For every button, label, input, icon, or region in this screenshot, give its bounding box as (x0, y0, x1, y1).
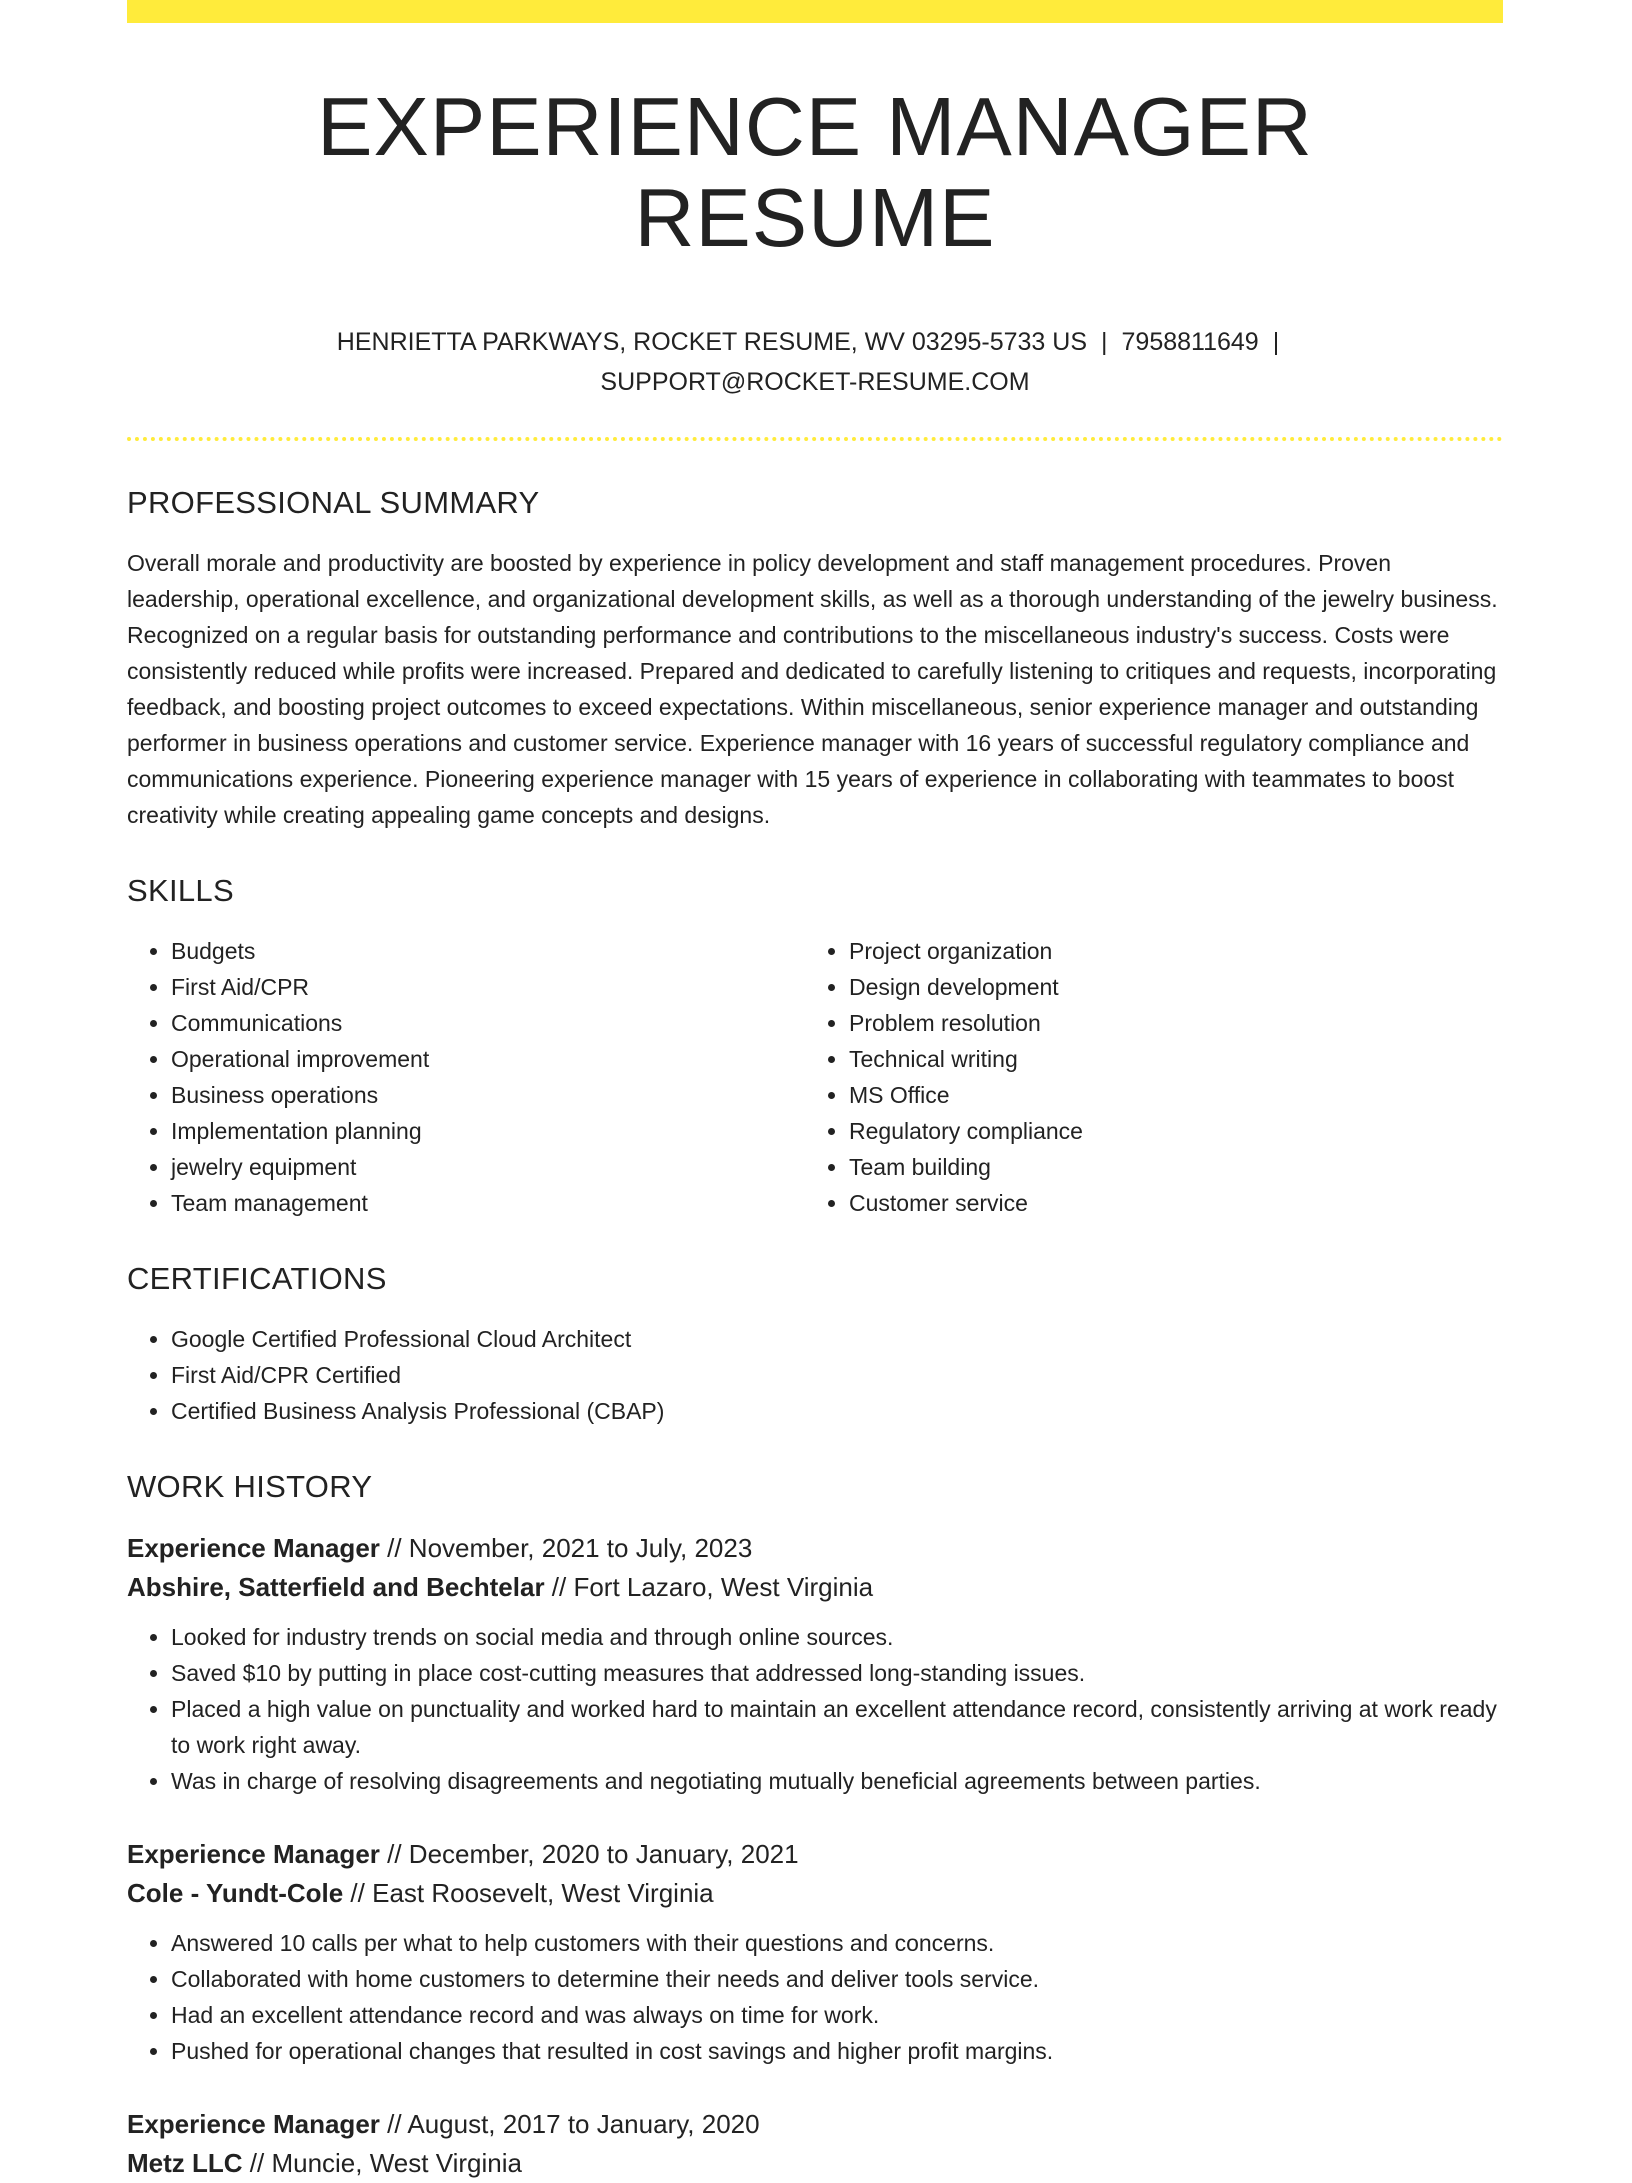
skill-item: • Team building (849, 1149, 1483, 1185)
job-title-line (127, 2105, 1503, 2144)
job-company: Cole - Yundt-Cole (127, 1877, 344, 1908)
skill-item: • Customer service (849, 1185, 1483, 1221)
summary-heading: PROFESSIONAL SUMMARY (127, 484, 540, 520)
skill-item: • Budgets (171, 933, 805, 969)
resume-title: EXPERIENCE MANAGER RESUME (317, 80, 1313, 265)
job-company-line (127, 1874, 1503, 1913)
separator: // (379, 1532, 409, 1563)
skill-item: • jewelry equipment (171, 1149, 805, 1185)
skill-item: • Implementation planning (171, 1113, 805, 1149)
resume-page (127, 0, 1503, 2183)
skill-item: • Problem resolution (849, 1005, 1483, 1041)
job-bullet: • Collaborated with home customers to determine their needs and deliver tools service. (171, 1961, 1503, 1997)
job-company: Abshire, Satterfield and Bechtelar (127, 1571, 545, 1602)
job-title-line (127, 1529, 1503, 1568)
job-entry (127, 1835, 1503, 2069)
job-dates: November, 2021 to July, 2023 (408, 1532, 753, 1563)
certifications-heading: CERTIFICATIONS (127, 1260, 387, 1296)
job-location: Muncie, West Virginia (271, 2147, 522, 2178)
job-bullets (127, 1925, 1503, 2069)
contact-separator: | (1272, 327, 1280, 356)
skill-item: • Design development (849, 969, 1483, 1005)
work-history-list (127, 1529, 1503, 2183)
job-bullets (127, 1619, 1503, 1799)
skill-item: • Technical writing (849, 1041, 1483, 1077)
job-dates: August, 2017 to January, 2020 (407, 2108, 760, 2139)
job-entry (127, 1529, 1503, 1799)
separator: // (242, 2147, 272, 2178)
skill-item: • Regulatory compliance (849, 1113, 1483, 1149)
skill-item: • Operational improvement (171, 1041, 805, 1077)
job-dates: December, 2020 to January, 2021 (408, 1838, 799, 1869)
contact-phone[interactable]: 7958811649 (1121, 327, 1259, 356)
summary-text: Overall morale and productivity are boosted by experience in policy development and staff management procedures. Proven leadership, operational excellence, and organizational development skills, as well as a thorough understanding of the jewelry business. Recognized on a regular basis for outstanding performance and contributions to the miscellaneous industry's success. Costs were consistently reduced while profits were increased. Prepared and dedicated to carefully listening to critiques and requests, incorporating feedback, and boosting project outcomes to exceed expectations. Within miscellaneous, senior experience manager and outstanding performer in business operations and customer service. Experience manager with 16 years of successful regulatory compliance and communications experience. Pioneering experience manager with 15 years of experience in collaborating with teammates to boost creativity while creating appealing game concepts and designs. (127, 549, 1498, 828)
job-title: Experience Manager (127, 1838, 380, 1869)
skills-column-left (127, 933, 805, 1221)
contact-separator: | (1101, 327, 1108, 356)
certifications-list (127, 1321, 1503, 1429)
job-bullet: • Looked for industry trends on social media and through online sources. (171, 1619, 1503, 1655)
certification-item: • First Aid/CPR Certified (171, 1357, 1503, 1393)
separator: // (379, 1838, 409, 1869)
job-title: Experience Manager (127, 1532, 380, 1563)
job-company: Metz LLC (127, 2147, 243, 2178)
job-company-line (127, 1568, 1503, 1607)
job-bullet: • Pushed for operational changes that resulted in cost savings and higher profit margins. (171, 2033, 1503, 2069)
skills-left-list (127, 933, 805, 1221)
job-location: Fort Lazaro, West Virginia (573, 1571, 874, 1602)
job-entry (127, 2105, 1503, 2183)
skills-right-list (805, 933, 1483, 1221)
job-title: Experience Manager (127, 2108, 380, 2139)
skill-item: • Project organization (849, 933, 1483, 969)
work-history-heading: WORK HISTORY (127, 1468, 373, 1504)
skill-item: • First Aid/CPR (171, 969, 805, 1005)
contact-address: HENRIETTA PARKWAYS, ROCKET RESUME, WV 03295-5733 US (336, 327, 1088, 356)
job-location: East Roosevelt, West Virginia (372, 1877, 714, 1908)
separator: // (343, 1877, 373, 1908)
job-bullet: • Answered 10 calls per what to help customers with their questions and concerns. (171, 1925, 1503, 1961)
contact-email[interactable]: SUPPORT@ROCKET-RESUME.COM (600, 367, 1030, 396)
job-company-line (127, 2144, 1503, 2183)
job-bullet: • Placed a high value on punctuality and worked hard to maintain an excellent attendance record, consistently arriving at work ready to work right away. (171, 1691, 1503, 1763)
job-bullet: • Had an excellent attendance record and was always on time for work. (171, 1997, 1503, 2033)
job-bullet: • Saved $10 by putting in place cost-cutting measures that addressed long-standing issues. (171, 1655, 1503, 1691)
skill-item: • Team management (171, 1185, 805, 1221)
skills-heading: SKILLS (127, 872, 234, 908)
dotted-divider (127, 437, 1503, 441)
skills-list (127, 933, 1503, 1221)
separator: // (544, 1571, 574, 1602)
skill-item: • MS Office (849, 1077, 1483, 1113)
skill-item: • Business operations (171, 1077, 805, 1113)
certification-item: • Certified Business Analysis Professional (CBAP) (171, 1393, 1503, 1429)
job-bullet: • Was in charge of resolving disagreements and negotiating mutually beneficial agreements between parties. (171, 1763, 1503, 1799)
skill-item: • Communications (171, 1005, 805, 1041)
separator: // (379, 2108, 408, 2139)
certification-item: • Google Certified Professional Cloud Architect (171, 1321, 1503, 1357)
job-title-line (127, 1835, 1503, 1874)
skills-column-right (805, 933, 1483, 1221)
contact-info (325, 322, 1305, 402)
accent-top-bar (127, 0, 1503, 23)
